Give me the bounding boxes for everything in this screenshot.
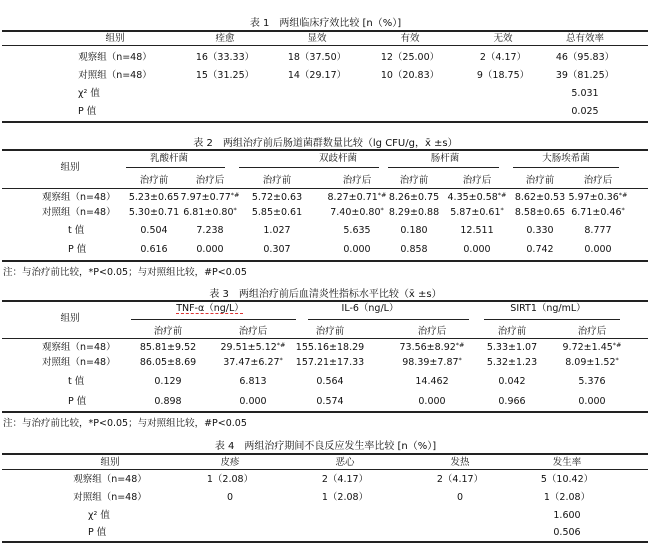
table-2-cell: 5.97±0.36*#	[568, 191, 628, 203]
table-2-cell: 8.777	[584, 225, 612, 236]
table-4-cell: 0.506	[553, 527, 581, 538]
table-3-subheader-cell: 治疗前	[153, 326, 183, 337]
table-3-cell: 98.39±7.87*	[402, 356, 462, 368]
table-2-cell: 12.511	[460, 225, 494, 236]
table-2-row-label: 对照组（n=48）	[42, 207, 116, 218]
table-2-group-rule	[388, 167, 499, 168]
table-2-cell: 0.180	[400, 225, 428, 236]
table-2-group-rule	[239, 167, 379, 168]
table-2-group-label: 大肠埃希菌	[542, 153, 590, 164]
table-4-row-label: P 值	[88, 527, 107, 538]
table-3-group-rule	[484, 319, 620, 320]
table-3-cell: 0.129	[154, 376, 182, 387]
table-1-header-cell: 无效	[493, 33, 513, 44]
table-1-title: 表 1 两组临床疗效比较 [n（%）]	[249, 18, 402, 29]
table-3-subheader-cell: 治疗后	[577, 326, 607, 337]
table-3-title: 表 3 两组治疗前后血清炎性指标水平比较（x̄ ±s）	[209, 289, 442, 300]
table-2-top-rule	[2, 149, 648, 151]
table-2-subheader-cell: 治疗前	[139, 175, 169, 186]
table-4-row-label: 观察组（n=48）	[73, 474, 147, 485]
table-3-cell: 73.56±8.92*#	[399, 341, 465, 353]
table-2-cell: 0.616	[140, 244, 168, 255]
table-1-header-cell: 总有效率	[565, 33, 604, 44]
table-3-cell: 5.32±1.23	[486, 357, 538, 368]
table-3-group-rule	[308, 319, 469, 320]
table-3-subheader-cell: 治疗后	[238, 326, 268, 337]
table-2-cell: 6.71±0.46*	[571, 206, 625, 218]
table-1-cell: 15（31.25）	[195, 70, 255, 81]
table-2-subheader-cell: 治疗前	[399, 175, 429, 186]
table-3-cell: 85.81±9.52	[139, 342, 197, 353]
table-2-subheader-cell: 治疗后	[583, 175, 613, 186]
table-3-cell: 0.000	[578, 396, 606, 407]
table-4-cell: 1（2.08）	[206, 474, 254, 485]
table-4-header-cell: 组别	[100, 457, 120, 468]
table-1-cell: 12（25.00）	[380, 52, 440, 63]
table-4-cell: 2（4.17）	[436, 474, 484, 485]
table-2-header-rule	[2, 188, 648, 189]
table-3-header-rule	[2, 338, 648, 339]
table-4-top-rule	[2, 453, 648, 455]
table-1-top-rule	[2, 30, 648, 32]
table-2-cell: 0.000	[463, 244, 491, 255]
table-2-group-rule	[513, 167, 619, 168]
table-2-cell: 5.30±0.71	[128, 207, 180, 218]
table-2-cell: 4.35±0.58*#	[447, 191, 507, 203]
table-3-cell: 9.72±1.45*#	[562, 341, 622, 353]
table-1-cell: 14（29.17）	[287, 70, 347, 81]
table-2-cell: 5.23±0.65	[128, 192, 180, 203]
table-2-subheader-cell: 治疗后	[195, 175, 225, 186]
table-3-note: 注：与治疗前比较，*P<0.05；与对照组比较，#P<0.05	[3, 418, 247, 429]
table-2-group-label: 双歧杆菌	[318, 153, 357, 164]
table-1-cell: 46（95.83）	[555, 52, 615, 63]
table-3-subheader-cell: 治疗后	[417, 326, 447, 337]
table-3-cell: 155.16±18.29	[295, 342, 365, 353]
table-2-cell: 8.58±0.65	[514, 207, 566, 218]
table-4-row-label: χ² 值	[88, 510, 110, 521]
table-4-cell: 1.600	[553, 510, 581, 521]
table-3-cell: 6.813	[239, 376, 267, 387]
table-1-cell: 16（33.33）	[195, 52, 255, 63]
table-4-header-cell: 发热	[450, 457, 470, 468]
table-2-cell: 8.29±0.88	[388, 207, 440, 218]
table-4-header-cell: 皮疹	[220, 457, 240, 468]
table-4-cell: 1（2.08）	[321, 492, 369, 503]
table-1-cell: 0.025	[571, 106, 599, 117]
table-1-row-label: 对照组（n=48）	[78, 70, 152, 81]
table-2-group-label: 乳酸杆菌	[149, 153, 188, 164]
table-3-group-header: 组别	[60, 313, 80, 324]
table-2-row-label: 观察组（n=48）	[42, 192, 116, 203]
table-3-cell: 5.376	[578, 376, 606, 387]
table-1-header-cell: 痊愈	[215, 33, 235, 44]
table-2-cell: 5.85±0.61	[251, 207, 303, 218]
table-1-cell: 10（20.83）	[380, 70, 440, 81]
table-2-cell: 6.81±0.80*	[183, 206, 237, 218]
table-3-subheader-cell: 治疗前	[315, 326, 345, 337]
table-3-row-label: P 值	[68, 396, 87, 407]
table-4-header-cell: 恶心	[335, 457, 355, 468]
table-2-cell: 7.97±0.77*#	[180, 191, 240, 203]
table-2-group-header: 组别	[60, 162, 80, 173]
table-3-row-label: 对照组（n=48）	[42, 357, 116, 368]
table-2-row-label: P 值	[68, 244, 87, 255]
table-3-cell: 0.042	[498, 376, 526, 387]
table-2-cell: 5.635	[343, 225, 371, 236]
table-1-header-rule	[2, 45, 648, 46]
table-3-bottom-rule	[2, 411, 648, 413]
table-4-cell: 5（10.42）	[540, 474, 594, 485]
table-3-group-label: TNF-α（ng/L）	[176, 303, 244, 314]
table-3-subheader-cell: 治疗前	[497, 326, 527, 337]
table-4-cell: 2（4.17）	[321, 474, 369, 485]
table-2-subheader-cell: 治疗后	[342, 175, 372, 186]
table-3-cell: 0.898	[154, 396, 182, 407]
table-1-cell: 9（18.75）	[476, 70, 530, 81]
table-3-cell: 5.33±1.07	[486, 342, 538, 353]
table-2-row-label: t 值	[68, 225, 85, 236]
table-2-cell: 7.238	[196, 225, 224, 236]
table-3-cell: 8.09±1.52*	[565, 356, 619, 368]
table-1-header-cell: 显效	[307, 33, 327, 44]
table-2-cell: 0.504	[140, 225, 168, 236]
table-3-cell: 29.51±5.12*#	[220, 341, 286, 353]
table-1-cell: 39（81.25）	[555, 70, 615, 81]
table-1-header-cell: 组别	[105, 33, 125, 44]
table-2-title: 表 2 两组治疗前后肠道菌群数量比较（lg CFU/g，x̄ ±s）	[193, 138, 458, 149]
table-2-group-rule	[126, 167, 225, 168]
table-1-cell: 18（37.50）	[287, 52, 347, 63]
table-4-header-rule	[2, 469, 648, 470]
table-2-note: 注：与治疗前比较，*P<0.05；与对照组比较，#P<0.05	[3, 267, 247, 278]
table-4-row-label: 对照组（n=48）	[73, 492, 147, 503]
table-1-row-label: P 值	[78, 106, 97, 117]
table-2-bottom-rule	[2, 260, 648, 262]
table-2-subheader-cell: 治疗前	[525, 175, 555, 186]
table-2-cell: 8.62±0.53	[514, 192, 566, 203]
table-2-cell: 0.000	[343, 244, 371, 255]
table-2-group-label: 肠杆菌	[430, 153, 460, 164]
table-2-cell: 0.742	[526, 244, 554, 255]
table-2-cell: 5.87±0.61*	[450, 206, 504, 218]
table-4-title: 表 4 两组治疗期间不良反应发生率比较 [n（%）]	[214, 441, 437, 452]
table-1-cell: 2（4.17）	[479, 52, 527, 63]
table-4-bottom-rule	[2, 541, 648, 543]
table-3-row-label: t 值	[68, 376, 85, 387]
table-4-cell: 0	[226, 492, 234, 503]
table-2-cell: 0.000	[584, 244, 612, 255]
table-4-cell: 0	[456, 492, 464, 503]
table-1-bottom-rule	[2, 121, 648, 123]
table-3-group-label: SIRT1（ng/mL）	[510, 303, 586, 314]
table-3-cell: 86.05±8.69	[139, 357, 197, 368]
table-3-cell: 0.564	[316, 376, 344, 387]
table-2-cell: 8.27±0.71*#	[327, 191, 387, 203]
table-3-cell: 0.966	[498, 396, 526, 407]
table-2-subheader-cell: 治疗后	[462, 175, 492, 186]
table-3-group-rule	[131, 319, 296, 320]
table-2-subheader-cell: 治疗前	[262, 175, 292, 186]
table-2-cell: 0.330	[526, 225, 554, 236]
table-2-cell: 0.858	[400, 244, 428, 255]
table-1-cell: 5.031	[571, 88, 599, 99]
table-3-top-rule	[2, 300, 648, 302]
table-2-cell: 8.26±0.75	[388, 192, 440, 203]
table-3-group-label: IL-6（ng/L）	[341, 303, 399, 314]
table-2-cell: 5.72±0.63	[251, 192, 303, 203]
table-2-cell: 0.000	[196, 244, 224, 255]
table-1-header-cell: 有效	[400, 33, 420, 44]
table-3-cell: 0.000	[418, 396, 446, 407]
table-1-row-label: χ² 值	[78, 88, 100, 99]
table-4-cell: 1（2.08）	[543, 492, 591, 503]
table-2-cell: 0.307	[263, 244, 291, 255]
table-1-row-label: 观察组（n=48）	[78, 52, 152, 63]
table-2-cell: 1.027	[263, 225, 291, 236]
table-2-cell: 7.40±0.80*	[330, 206, 384, 218]
table-3-cell: 0.000	[239, 396, 267, 407]
table-3-cell: 37.47±6.27*	[223, 356, 283, 368]
table-3-cell: 157.21±17.33	[295, 357, 365, 368]
table-3-cell: 14.462	[415, 376, 449, 387]
table-3-cell: 0.574	[316, 396, 344, 407]
table-4-header-cell: 发生率	[552, 457, 582, 468]
table-3-row-label: 观察组（n=48）	[42, 342, 116, 353]
